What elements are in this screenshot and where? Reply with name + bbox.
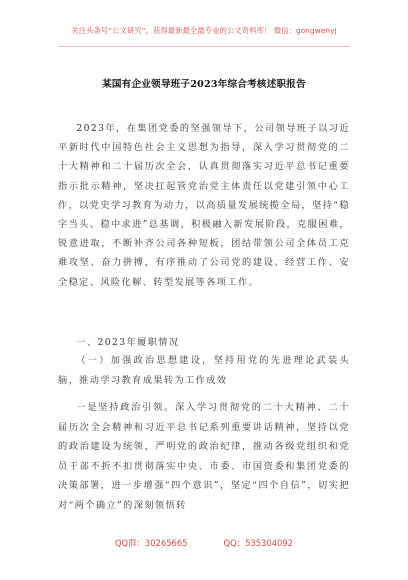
header-divider (58, 46, 350, 47)
detail-paragraph: 一是坚持政治引领。深入学习贯彻党的二十大精神、二十届历次全会精神和习近平总书记系列重要讲话精神，坚持以党的政治建设为统领，严明党的政治纪律，推动各级党组织和党员干部不折不扣贯彻落实中央、市委、市国资委和集团党委的决策部署，进一步增强“四个意识”，坚定“四个自信”，切实把对“两个确立”的深刻领悟转 (58, 402, 350, 511)
footer-contact (0, 537, 408, 549)
header-banner: 关注头条号“公文研究”，获得最新最全最专业的公文资料库！ 微信：gongwenyj (71, 26, 337, 35)
footer-qq-group: QQ群：30265665 (114, 538, 188, 548)
footer-qq: QQ：535304092 (223, 538, 294, 548)
subsection-heading: （一）加强政治思想建设，坚持用党的先进理论武装头脑，推动学习教育成果转为工作成效 (58, 355, 350, 386)
section-heading: 一、2023年履职情况 (76, 337, 180, 348)
document-title: 某国有企业领导班子2023年综合考核述职报告 (102, 79, 306, 90)
intro-paragraph: 2023年，在集团党委的坚强领导下，公司领导班子以习近平新时代中国特色社会主义思想为指导，深入学习贯彻党的二十大精神和二十届历次全会，认真贯彻落实习近平总书记重要指示批示精神，坚决扛起管党治党主体责任以党建引领中心工作，以党史学习教育为动力，以高质量发展统揽全局，坚持“稳字当头、稳中求进”总基调，积极融入新发展阶段，克服困难，锐意进取，不断补齐公司各种短板，团结带领公司全体员工克难攻坚、奋力拼搏，有序推动了公司党的建设、经营工作、安全稳定、风险化解、转型发展等各项工作。 (58, 123, 350, 288)
